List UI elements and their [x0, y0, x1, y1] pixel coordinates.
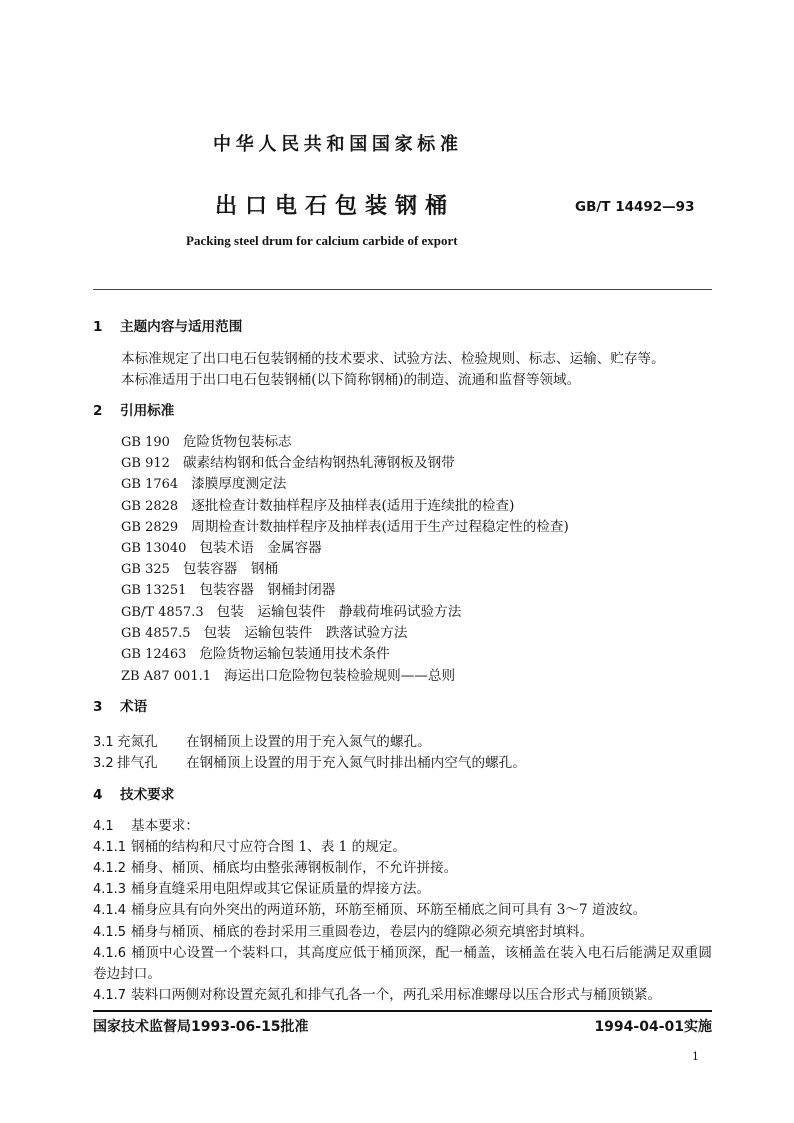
term-number: 3.1: [93, 735, 114, 750]
reference-code: GB 4857.5: [121, 626, 191, 641]
clause-number: 4.1.2: [93, 861, 127, 876]
reference-code: GB 2829: [121, 520, 179, 535]
reference-title: 周期检查计数抽样程序及抽样表(适用于生产过程稳定性的检查): [191, 519, 569, 535]
reference-title: 海运出口危险物包装检验规则——总则: [224, 668, 456, 684]
paragraph: 本标准规定了出口电石包装钢桶的技术要求、试验方法、检验规则、标志、运输、贮存等。: [121, 351, 665, 367]
clause-number: 4.1.3: [93, 882, 127, 897]
header-divider: [93, 289, 712, 290]
reference-title: 逐批检查计数抽样程序及抽样表(适用于连续批的检查): [191, 498, 515, 514]
clause-number: 4.1.6: [93, 946, 127, 961]
section-number: 1: [93, 319, 103, 335]
clause-text-continued: 卷边封口。: [93, 966, 161, 982]
term-number: 3.2: [93, 756, 114, 771]
reference-title: 漆膜厚度测定法: [191, 476, 287, 492]
clause-text: 桶顶中心设置一个装料口，其高度应低于桶顶深，配一桶盖，该桶盖在装入电石后能满足双重圆: [131, 945, 712, 961]
clause-text: 桶身应具有向外突出的两道环筋，环筋至桶顶、环筋至桶底之间可具有 3～7 道波纹。: [131, 902, 647, 918]
approval-info: 国家技术监督局1993-06-15批准: [93, 1019, 309, 1035]
reference-item: [121, 561, 278, 578]
footer-divider: [93, 1010, 712, 1012]
section-3-heading: [93, 699, 147, 715]
section-title: 技术要求: [120, 787, 175, 803]
section-2-heading: [93, 403, 174, 419]
section-title: 主题内容与适用范围: [120, 319, 243, 335]
term-name: 排气孔: [117, 755, 158, 771]
reference-title: 包装 运输包装件 静载荷堆码试验方法: [216, 604, 462, 620]
clause-text: 钢桶的结构和尺寸应符合图 1、表 1 的规定。: [131, 839, 406, 855]
clause-text: 桶身、桶顶、桶底均由整张薄钢板制作，不允许拼接。: [131, 860, 458, 876]
reference-code: GB 912: [121, 456, 170, 471]
reference-code: ZB A87 001.1: [121, 669, 211, 684]
clause-number: 4.1.5: [93, 925, 127, 940]
reference-item: [121, 646, 390, 663]
reference-title: 包装术语 金属容器: [199, 540, 322, 556]
reference-code: GB 2828: [121, 499, 179, 514]
clause-text: 基本要求：: [131, 818, 199, 834]
paragraph: 本标准适用于出口电石包装钢桶(以下简称钢桶)的制造、流通和监督等领域。: [121, 372, 581, 388]
reference-title: 包装容器 钢桶: [182, 561, 279, 577]
clause-number: 4.1: [93, 819, 114, 834]
section-title: 术语: [120, 699, 148, 715]
term-definition: 在钢桶顶上设置的用于充入氮气的螺孔。: [186, 734, 431, 750]
section-1-heading: [93, 319, 242, 335]
reference-title: 包装容器 钢桶封闭器: [199, 582, 336, 598]
section-number: 3: [93, 699, 103, 715]
term-item: [93, 755, 526, 772]
reference-code: GB/T 4857.3: [121, 605, 204, 620]
clause-item: [93, 860, 457, 877]
clause-text: 桶身直缝采用电阻焊或其它保证质量的焊接方法。: [131, 881, 431, 897]
reference-item: [121, 455, 455, 472]
reference-item: [121, 476, 286, 493]
reference-code: GB 190: [121, 435, 170, 450]
section-number: 2: [93, 403, 103, 419]
reference-title: 碳素结构钢和低合金结构钢热轧薄钢板及钢带: [182, 455, 455, 471]
section-title: 引用标准: [120, 403, 175, 419]
clause-item: [93, 987, 661, 1004]
reference-item: [121, 604, 461, 621]
national-standard-label: 中华人民共和国国家标准: [213, 134, 463, 155]
clause-text: 桶身与桶顶、桶底的卷封采用三重圆卷边，卷层内的缝隙必须充填密封填料。: [131, 924, 594, 940]
reference-title: 危险货物运输包装通用技术条件: [199, 646, 390, 662]
reference-item: [121, 668, 455, 685]
section-number: 4: [93, 787, 103, 803]
term-name: 充氮孔: [117, 734, 158, 750]
clause-item: [93, 945, 712, 962]
reference-item: [121, 540, 322, 557]
reference-code: GB 1764: [121, 477, 179, 492]
reference-code: GB 12463: [121, 647, 187, 662]
reference-item: [121, 519, 569, 536]
english-title: Packing steel drum for calcium carbide of export: [186, 233, 458, 248]
reference-title: 危险货物包装标志: [182, 434, 292, 450]
term-item: [93, 734, 431, 751]
reference-code: GB 325: [121, 562, 170, 577]
clause-item: [93, 924, 593, 941]
section-4-heading: [93, 787, 174, 803]
reference-code: GB 13040: [121, 541, 187, 556]
clause-item: [93, 881, 430, 898]
clause-item: [93, 902, 646, 919]
reference-item: [121, 582, 335, 599]
clause-item: [93, 818, 199, 835]
document-title: 出口电石包装钢桶: [215, 194, 456, 219]
reference-item: [121, 498, 514, 515]
reference-code: GB 13251: [121, 583, 187, 598]
standard-code: GB/T 14492—93: [575, 199, 695, 215]
clause-number: 4.1.7: [93, 988, 127, 1003]
clause-number: 4.1.4: [93, 903, 127, 918]
reference-title: 包装 运输包装件 跌落试验方法: [203, 625, 408, 641]
clause-item: [93, 839, 406, 856]
clause-text: 装料口两侧对称设置充氮孔和排气孔各一个，两孔采用标准螺母以压合形式与桶顶锁紧。: [131, 987, 662, 1003]
reference-item: [121, 434, 292, 451]
reference-item: [121, 625, 407, 642]
page-number: 1: [692, 1050, 699, 1063]
implementation-date: 1994-04-01实施: [594, 1019, 712, 1035]
term-definition: 在钢桶顶上设置的用于充入氮气时排出桶内空气的螺孔。: [186, 755, 526, 771]
clause-number: 4.1.1: [93, 840, 127, 855]
